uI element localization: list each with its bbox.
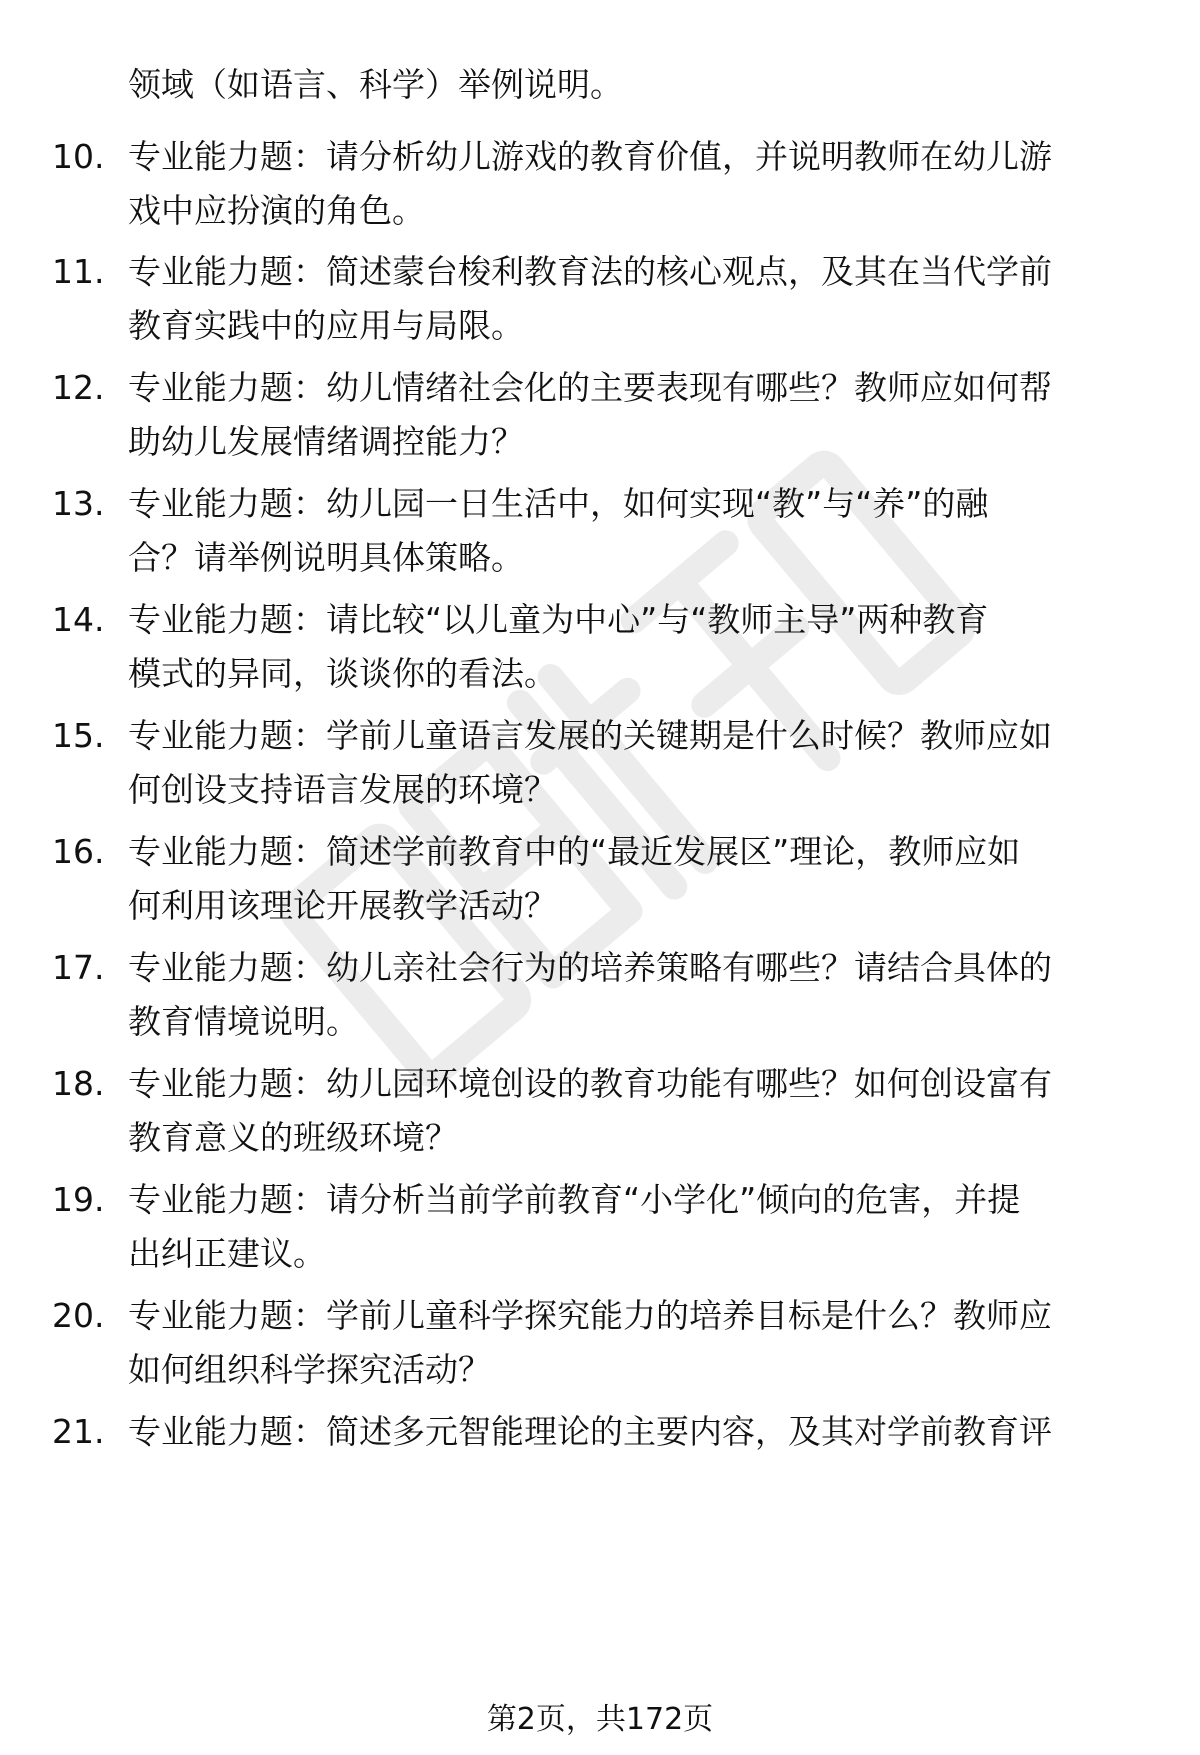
question-number: 21. — [52, 1412, 105, 1451]
question-line: 专业能力题：简述多元智能理论的主要内容，及其对学前教育评 — [128, 1412, 1052, 1451]
question-line: 合？请举例说明具体策略。 — [128, 538, 524, 577]
question-line: 教育情境说明。 — [128, 1002, 359, 1041]
question-line: 专业能力题：幼儿园环境创设的教育功能有哪些？如何创设富有 — [128, 1064, 1052, 1103]
question-line: 专业能力题：幼儿园一日生活中，如何实现“教”与“养”的融 — [128, 484, 989, 523]
question-line: 助幼儿发展情绪调控能力？ — [128, 422, 524, 461]
question-number: 20. — [52, 1296, 105, 1335]
question-line: 教育实践中的应用与局限。 — [128, 306, 524, 345]
question-line: 专业能力题：请分析幼儿游戏的教育价值，并说明教师在幼儿游 — [128, 137, 1052, 176]
question-text — [128, 825, 1020, 933]
question-line: 专业能力题：学前儿童语言发展的关键期是什么时候？教师应如 — [128, 716, 1052, 755]
question-line: 专业能力题：简述蒙台梭利教育法的核心观点，及其在当代学前 — [128, 252, 1052, 291]
question-line: 何创设支持语言发展的环境？ — [128, 770, 557, 809]
question-text — [128, 1057, 1052, 1165]
question-line: 何利用该理论开展教学活动？ — [128, 886, 557, 925]
question-line: 专业能力题：幼儿情绪社会化的主要表现有哪些？教师应如何帮 — [128, 368, 1052, 407]
question-line: 专业能力题：学前儿童科学探究能力的培养目标是什么？教师应 — [128, 1296, 1052, 1335]
question-text — [128, 941, 1052, 1049]
question-line: 如何组织科学探究活动？ — [128, 1350, 491, 1389]
question-number: 17. — [52, 948, 105, 987]
page-footer: 第2页，共172页 — [486, 1702, 714, 1737]
question-number: 12. — [52, 368, 105, 407]
question-text — [128, 1289, 1052, 1397]
question-number: 18. — [52, 1064, 105, 1103]
question-number: 10. — [52, 137, 105, 176]
question-number: 16. — [52, 832, 105, 871]
question-line: 专业能力题：请比较“以儿童为中心”与“教师主导”两种教育 — [128, 600, 989, 639]
question-number: 13. — [52, 484, 105, 523]
question-text — [128, 245, 1052, 353]
question-text — [128, 477, 988, 585]
question-line: 专业能力题：简述学前教育中的“最近发展区”理论，教师应如 — [128, 832, 1021, 871]
question-line: 专业能力题：请分析当前学前教育“小学化”倾向的危害，并提 — [128, 1180, 1021, 1219]
question-line: 模式的异同，谈谈你的看法。 — [128, 654, 557, 693]
question-text — [128, 130, 1052, 238]
question-text — [128, 709, 1052, 817]
question-number: 15. — [52, 716, 105, 755]
question-number: 11. — [52, 252, 105, 291]
question-line: 专业能力题：幼儿亲社会行为的培养策略有哪些？请结合具体的 — [128, 948, 1052, 987]
question-line: 戏中应扮演的角色。 — [128, 191, 425, 230]
question-line: 出纠正建议。 — [128, 1234, 326, 1273]
question-text — [128, 1405, 1052, 1459]
question-number: 19. — [52, 1180, 105, 1219]
question-text — [128, 593, 988, 701]
question-line: 教育意义的班级环境？ — [128, 1118, 458, 1157]
continuation-line: 领域（如语言、科学）举例说明。 — [128, 65, 623, 104]
question-text — [128, 1173, 1020, 1281]
question-text — [128, 361, 1052, 469]
question-number: 14. — [52, 600, 105, 639]
